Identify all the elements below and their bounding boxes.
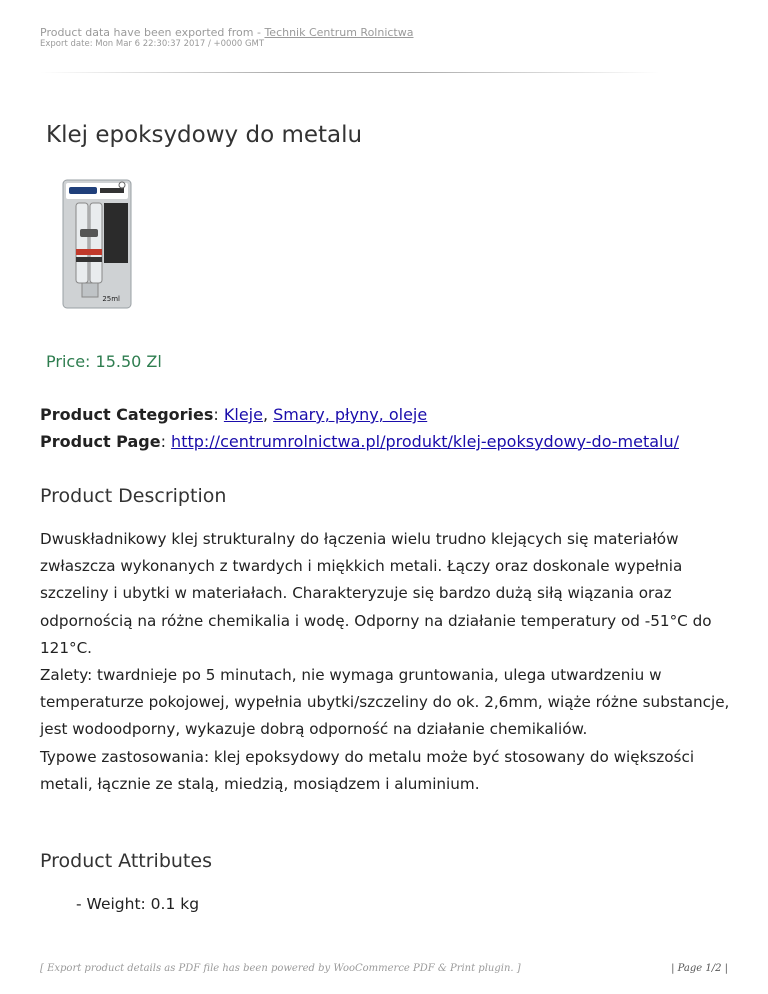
attribute-weight: - Weight: 0.1 kg <box>76 895 200 913</box>
export-date: Export date: Mon Mar 6 22:30:37 2017 / +0000 GMT <box>40 39 265 49</box>
description-paragraph: Dwuskładnikowy klej strukturalny do łączenia wielu trudno klejących się materiałów zwłaszcza wykonanych z twardych i miękkich metali. Łączy oraz doskonale wypełnia szczeliny i ubytki w materiałach. Charakteryzuje się bardzo dużą siłą wiązania oraz odpornością na różne chemikalia i wodę. Odporny na działanie temperatury od -51°C do 121°C. <box>40 530 712 657</box>
product-categories: Product Categories: Kleje, Smary, płyny, oleje <box>40 405 428 424</box>
product-description <box>40 526 740 798</box>
header-divider <box>40 72 660 73</box>
page-label: Product Page <box>40 432 161 451</box>
description-paragraph: Zalety: twardnieje po 5 minutach, nie wymaga gruntowania, ulega utwardzeniu w temperaturze pokojowej, wypełnia ubytki/szczeliny do ok. 2,6mm, wiąże różne substancje, jest wodoodporny, wykazuje dobrą odporność na działanie chemikaliów. <box>40 666 730 739</box>
footer-powered-by: [ Export product details as PDF file has been powered by WooCommerce PDF & Print plugin. ] <box>40 963 521 974</box>
category-link-smary[interactable]: Smary, płyny, oleje <box>273 405 428 424</box>
product-image <box>62 179 132 309</box>
product-page: Product Page: http://centrumrolnictwa.pl/produkt/klej-epoksydowy-do-metalu/ <box>40 432 680 451</box>
categories-label: Product Categories <box>40 405 214 424</box>
product-page-link[interactable]: http://centrumrolnictwa.pl/produkt/klej-epoksydowy-do-metalu/ <box>171 432 680 451</box>
page-indicator: | Page 1/2 | <box>671 963 728 974</box>
category-link-kleje[interactable]: Kleje <box>223 405 263 424</box>
description-paragraph: Typowe zastosowania: klej epoksydowy do metalu może być stosowany do większości metali, łącznie ze stalą, miedzią, mosiądzem i aluminium. <box>40 747 695 793</box>
description-heading: Product Description <box>40 485 227 507</box>
export-prefix: Product data have been exported from - <box>40 26 265 39</box>
export-source-line <box>40 26 414 39</box>
product-price: Price: 15.50 Zl <box>46 352 162 371</box>
attributes-heading: Product Attributes <box>40 850 212 872</box>
image-volume-label: 25ml <box>102 295 120 303</box>
product-title: Klej epoksydowy do metalu <box>46 122 363 148</box>
site-link[interactable]: Technik Centrum Rolnictwa <box>264 26 414 39</box>
